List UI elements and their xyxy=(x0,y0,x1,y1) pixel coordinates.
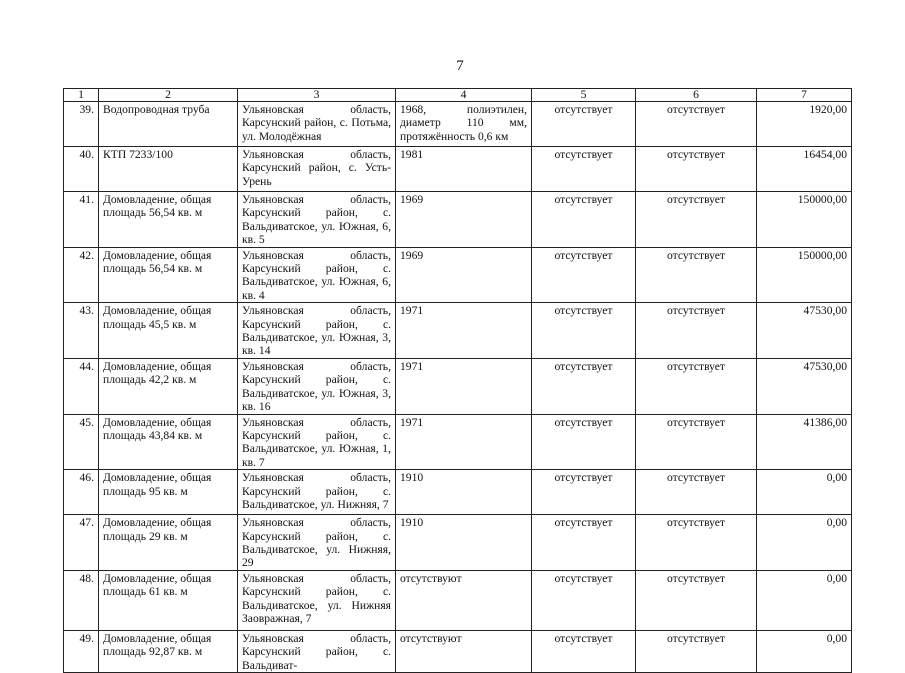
column-5-value: отсутствует xyxy=(532,414,636,470)
object-value: 47530,00 xyxy=(757,303,852,359)
object-name: Домовладение, общая площадь 61 кв. м xyxy=(99,570,238,630)
object-address: Ульяновская область, Карсунский район, с. Вальдиватское, ул. Нижняя Заовражная, 7 xyxy=(238,570,396,630)
column-6-value: отсутствует xyxy=(636,192,757,248)
object-characteristics: 1969 xyxy=(396,192,532,248)
table-row xyxy=(64,102,852,147)
object-address: Ульяновская область, Карсунский район, с. Потьма, ул. Молодёжная xyxy=(238,102,396,147)
column-5-value: отсутствует xyxy=(532,515,636,571)
table-row xyxy=(64,247,852,303)
column-5-value: отсутствует xyxy=(532,570,636,630)
object-value: 150000,00 xyxy=(757,192,852,248)
row-number: 41. xyxy=(64,192,99,248)
object-characteristics: 1910 xyxy=(396,470,532,515)
column-6-value: отсутствует xyxy=(636,303,757,359)
object-characteristics: 1971 xyxy=(396,414,532,470)
column-5-value: отсутствует xyxy=(532,358,636,414)
column-6-value: отсутствует xyxy=(636,515,757,571)
object-address: Ульяновская область, Карсунский район, с. Вальдиватское, ул. Южная, 3, кв. 14 xyxy=(238,303,396,359)
table-row xyxy=(64,303,852,359)
col-header-4: 4 xyxy=(396,89,532,102)
table-row xyxy=(64,515,852,571)
column-6-value: отсутствует xyxy=(636,102,757,147)
object-value: 150000,00 xyxy=(757,247,852,303)
object-value: 41386,00 xyxy=(757,414,852,470)
object-characteristics: 1969 xyxy=(396,247,532,303)
object-name: Домовладение, общая площадь 45,5 кв. м xyxy=(99,303,238,359)
header-row xyxy=(64,89,852,102)
table-row xyxy=(64,147,852,192)
object-name: Домовладение, общая площадь 29 кв. м xyxy=(99,515,238,571)
object-value: 47530,00 xyxy=(757,358,852,414)
column-6-value: отсутствует xyxy=(636,247,757,303)
object-name: Домовладение, общая площадь 56,54 кв. м xyxy=(99,247,238,303)
object-characteristics: 1971 xyxy=(396,358,532,414)
object-address: Ульяновская область, Карсунский район, с. Вальдиватское, ул. Южная, 6, кв. 4 xyxy=(238,247,396,303)
table-row xyxy=(64,570,852,630)
row-number: 47. xyxy=(64,515,99,571)
object-address: Ульяновская область, Карсунский район, с. Усть-Урень xyxy=(238,147,396,192)
row-number: 44. xyxy=(64,358,99,414)
object-address: Ульяновская область, Карсунский район, с. Вальдиватское, ул. Нижняя, 29 xyxy=(238,515,396,571)
page-number: 7 xyxy=(456,58,464,74)
object-value: 0,00 xyxy=(757,515,852,571)
table-row xyxy=(64,630,852,672)
object-address: Ульяновская область, Карсунский район, с. Вальдиват- xyxy=(238,630,396,672)
object-value: 1920,00 xyxy=(757,102,852,147)
col-header-3: 3 xyxy=(238,89,396,102)
row-number: 43. xyxy=(64,303,99,359)
row-number: 45. xyxy=(64,414,99,470)
object-value: 16454,00 xyxy=(757,147,852,192)
object-value: 0,00 xyxy=(757,470,852,515)
column-5-value: отсутствует xyxy=(532,630,636,672)
object-name: Водопроводная труба xyxy=(99,102,238,147)
col-header-5: 5 xyxy=(532,89,636,102)
row-number: 46. xyxy=(64,470,99,515)
table-row xyxy=(64,192,852,248)
object-characteristics: отсутствуют xyxy=(396,570,532,630)
column-6-value: отсутствует xyxy=(636,147,757,192)
row-number: 49. xyxy=(64,630,99,672)
table-row xyxy=(64,414,852,470)
row-number: 48. xyxy=(64,570,99,630)
property-register-table xyxy=(63,88,852,673)
row-number: 40. xyxy=(64,147,99,192)
object-characteristics: 1981 xyxy=(396,147,532,192)
object-address: Ульяновская область, Карсунский район, с. Вальдиватское, ул. Южная, 6, кв. 5 xyxy=(238,192,396,248)
col-header-2: 2 xyxy=(99,89,238,102)
column-6-value: отсутствует xyxy=(636,414,757,470)
row-number: 39. xyxy=(64,102,99,147)
table-row xyxy=(64,470,852,515)
object-name: Домовладение, общая площадь 43,84 кв. м xyxy=(99,414,238,470)
col-header-6: 6 xyxy=(636,89,757,102)
object-name: Домовладение, общая площадь 42,2 кв. м xyxy=(99,358,238,414)
table-row xyxy=(64,358,852,414)
object-characteristics: 1971 xyxy=(396,303,532,359)
object-address: Ульяновская область, Карсунский район, с. Вальдиватское, ул. Южная, 3, кв. 16 xyxy=(238,358,396,414)
column-5-value: отсутствует xyxy=(532,303,636,359)
object-value: 0,00 xyxy=(757,570,852,630)
row-number: 42. xyxy=(64,247,99,303)
column-6-value: отсутствует xyxy=(636,570,757,630)
column-5-value: отсутствует xyxy=(532,192,636,248)
column-6-value: отсутствует xyxy=(636,358,757,414)
column-6-value: отсутствует xyxy=(636,630,757,672)
object-name: КТП 7233/100 xyxy=(99,147,238,192)
col-header-1: 1 xyxy=(64,89,99,102)
object-characteristics: 1968, полиэтилен, диаметр 110 мм, протяжённость 0,6 км xyxy=(396,102,532,147)
column-5-value: отсутствует xyxy=(532,247,636,303)
column-6-value: отсутствует xyxy=(636,470,757,515)
object-characteristics: 1910 xyxy=(396,515,532,571)
column-5-value: отсутствует xyxy=(532,147,636,192)
object-name: Домовладение, общая площадь 92,87 кв. м xyxy=(99,630,238,672)
object-name: Домовладение, общая площадь 95 кв. м xyxy=(99,470,238,515)
object-characteristics: отсутствуют xyxy=(396,630,532,672)
object-address: Ульяновская область, Карсунский район, с. Вальдиватское, ул. Южная, 1, кв. 7 xyxy=(238,414,396,470)
column-5-value: отсутствует xyxy=(532,102,636,147)
column-5-value: отсутствует xyxy=(532,470,636,515)
object-value: 0,00 xyxy=(757,630,852,672)
object-name: Домовладение, общая площадь 56,54 кв. м xyxy=(99,192,238,248)
object-address: Ульяновская область, Карсунский район, с. Вальдиватское, ул. Нижняя, 7 xyxy=(238,470,396,515)
col-header-7: 7 xyxy=(757,89,852,102)
